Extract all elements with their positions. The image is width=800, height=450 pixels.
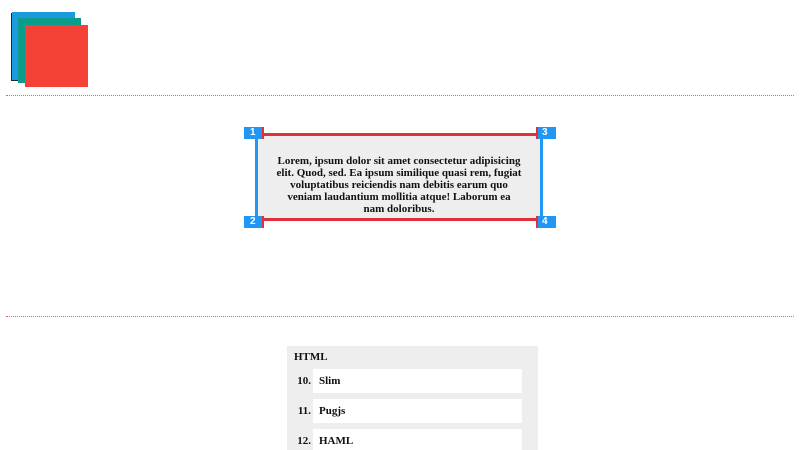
text-box [255,133,543,221]
corner-marker-1: 1 [244,127,264,139]
corner-marker-3: 3 [536,127,556,139]
list-item [297,369,522,393]
list-panel [287,346,538,450]
corner-marker-2: 2 [244,216,264,228]
list-item-label: Slim [319,375,341,387]
square-front [25,25,88,87]
list-item-label: Pugjs [319,405,346,417]
divider-bottom [6,316,794,317]
list-heading: HTML [294,351,328,363]
list-item [297,429,522,450]
list-item-number: 11. [297,405,311,417]
list-item-label: HAML [319,435,354,447]
corner-marker-4: 4 [536,216,556,228]
divider-top [6,95,794,96]
list-item [297,399,522,423]
list-item-number: 12. [297,435,311,447]
list-item-number: 10. [297,375,311,387]
text-box-content: Lorem, ipsum dolor sit amet consectetur adipisicing elit. Quod, sed. Ea ipsum similique quasi rem, fugiat voluptatibus reiciendis nam debitis earum quo veniam laudantium mollitia atque! Laborum ea nam doloribus. [276,155,522,215]
